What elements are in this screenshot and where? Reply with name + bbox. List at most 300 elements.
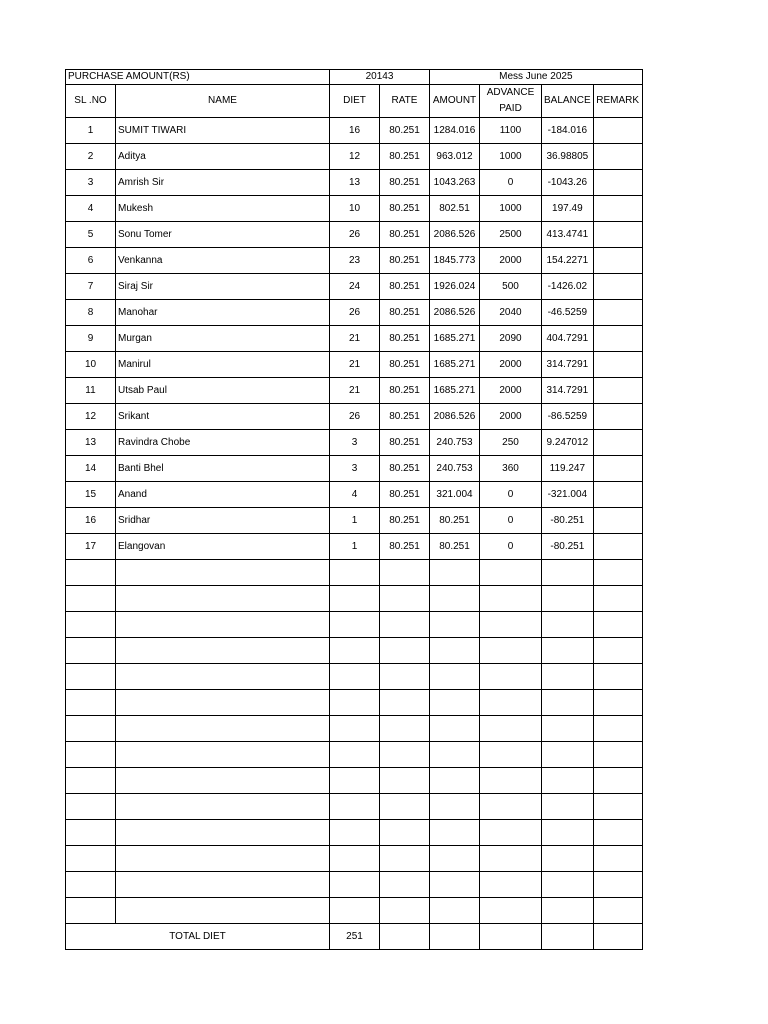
cell-name: Mukesh: [116, 196, 330, 222]
column-header-diet: DIET: [330, 85, 380, 118]
cell-amount: 1685.271: [430, 326, 480, 352]
cell-amount: 2086.526: [430, 222, 480, 248]
cell-amount: 963.012: [430, 144, 480, 170]
cell-rate: 80.251: [380, 248, 430, 274]
cell-amount: 1845.773: [430, 248, 480, 274]
cell-rate: [380, 664, 430, 690]
cell-advance-paid: 0: [480, 482, 542, 508]
period-label: Mess June 2025: [430, 70, 643, 85]
table-row: [66, 716, 643, 742]
cell-advance-paid: 2000: [480, 378, 542, 404]
cell-rate: 80.251: [380, 534, 430, 560]
cell-remark: [593, 534, 642, 560]
cell-sl-no: 10: [66, 352, 116, 378]
cell-diet: [330, 690, 380, 716]
cell-advance-paid: 1100: [480, 118, 542, 144]
cell-advance-paid: [480, 794, 542, 820]
cell-sl-no: 3: [66, 170, 116, 196]
cell-balance: -1426.02: [542, 274, 594, 300]
cell-amount: [430, 638, 480, 664]
cell-sl-no: 14: [66, 456, 116, 482]
cell-name: [116, 690, 330, 716]
cell-name: [116, 820, 330, 846]
cell-rate: [380, 690, 430, 716]
cell-advance-paid: [480, 846, 542, 872]
cell-remark: [593, 274, 642, 300]
column-header-amount: AMOUNT: [430, 85, 480, 118]
cell-amount: 1043.263: [430, 170, 480, 196]
cell-name: [116, 742, 330, 768]
cell-balance: [542, 612, 594, 638]
cell-amount: 240.753: [430, 430, 480, 456]
cell-name: [116, 560, 330, 586]
cell-diet: 12: [330, 144, 380, 170]
cell-balance: 9.247012: [542, 430, 594, 456]
cell-balance: 314.7291: [542, 352, 594, 378]
column-header-balance: BALANCE: [542, 85, 594, 118]
cell-advance-paid: 1000: [480, 144, 542, 170]
cell-balance: [542, 664, 594, 690]
cell-balance: [542, 768, 594, 794]
cell-diet: [330, 638, 380, 664]
cell-diet: [330, 560, 380, 586]
column-header-name: NAME: [116, 85, 330, 118]
cell-sl-no: [66, 898, 116, 924]
cell-advance-paid: [480, 820, 542, 846]
cell-advance-paid: 1000: [480, 196, 542, 222]
table-row: [66, 768, 643, 794]
cell-remark: [593, 508, 642, 534]
cell-rate: 80.251: [380, 144, 430, 170]
cell-advance-paid: 2000: [480, 404, 542, 430]
cell-advance-paid: 0: [480, 508, 542, 534]
cell-rate: 80.251: [380, 378, 430, 404]
cell-sl-no: [66, 664, 116, 690]
cell-sl-no: 2: [66, 144, 116, 170]
cell-balance: [542, 586, 594, 612]
cell-sl-no: 6: [66, 248, 116, 274]
cell-amount: [430, 716, 480, 742]
cell-name: [116, 768, 330, 794]
cell-amount: [430, 872, 480, 898]
cell-balance: [542, 820, 594, 846]
cell-advance-paid: 0: [480, 170, 542, 196]
cell-name: [116, 586, 330, 612]
table-row: [66, 170, 643, 196]
table-row: [66, 456, 643, 482]
cell-sl-no: [66, 846, 116, 872]
cell-advance-paid: 2090: [480, 326, 542, 352]
cell-sl-no: 13: [66, 430, 116, 456]
cell-name: [116, 872, 330, 898]
cell-name: Murgan: [116, 326, 330, 352]
cell-remark: [593, 768, 642, 794]
table-row: [66, 196, 643, 222]
cell-remark: [593, 404, 642, 430]
cell-remark: [593, 482, 642, 508]
cell-balance: -80.251: [542, 534, 594, 560]
cell-diet: 23: [330, 248, 380, 274]
table-row: [66, 508, 643, 534]
cell-sl-no: [66, 820, 116, 846]
cell-remark: [593, 560, 642, 586]
cell-diet: 26: [330, 222, 380, 248]
cell-diet: [330, 742, 380, 768]
cell-rate: [380, 820, 430, 846]
cell-balance: [542, 638, 594, 664]
title-row: [66, 70, 643, 85]
cell-balance: [542, 872, 594, 898]
cell-amount: 240.753: [430, 456, 480, 482]
cell-diet: [330, 820, 380, 846]
cell-rate: 80.251: [380, 170, 430, 196]
cell-amount: 1685.271: [430, 378, 480, 404]
cell-advance-paid: [480, 690, 542, 716]
cell-remark: [593, 300, 642, 326]
cell-balance: -86.5259: [542, 404, 594, 430]
cell-sl-no: [66, 768, 116, 794]
cell-rate: 80.251: [380, 352, 430, 378]
cell-rate: 80.251: [380, 118, 430, 144]
cell-rate: [380, 716, 430, 742]
cell-rate: [380, 898, 430, 924]
cell-amount: [430, 586, 480, 612]
table-row: [66, 274, 643, 300]
cell-balance: 404.7291: [542, 326, 594, 352]
total-empty-cell: [480, 924, 542, 950]
cell-remark: [593, 742, 642, 768]
cell-advance-paid: 360: [480, 456, 542, 482]
cell-remark: [593, 170, 642, 196]
cell-diet: 1: [330, 534, 380, 560]
cell-remark: [593, 638, 642, 664]
cell-sl-no: 9: [66, 326, 116, 352]
cell-diet: [330, 586, 380, 612]
cell-rate: [380, 872, 430, 898]
cell-amount: 80.251: [430, 534, 480, 560]
table-row: [66, 898, 643, 924]
cell-amount: 321.004: [430, 482, 480, 508]
cell-balance: [542, 898, 594, 924]
cell-balance: 36.98805: [542, 144, 594, 170]
cell-diet: [330, 716, 380, 742]
table-row: [66, 820, 643, 846]
cell-amount: 1685.271: [430, 352, 480, 378]
cell-remark: [593, 794, 642, 820]
cell-sl-no: [66, 586, 116, 612]
cell-rate: 80.251: [380, 508, 430, 534]
cell-advance-paid: [480, 638, 542, 664]
cell-diet: [330, 768, 380, 794]
cell-amount: [430, 560, 480, 586]
cell-remark: [593, 144, 642, 170]
cell-remark: [593, 248, 642, 274]
cell-advance-paid: 250: [480, 430, 542, 456]
column-header-advance-paid: ADVANCE PAID: [480, 85, 542, 118]
cell-remark: [593, 872, 642, 898]
cell-rate: 80.251: [380, 326, 430, 352]
cell-amount: [430, 898, 480, 924]
cell-name: Sonu Tomer: [116, 222, 330, 248]
table-row: [66, 664, 643, 690]
table-row: [66, 430, 643, 456]
cell-name: Siraj Sir: [116, 274, 330, 300]
cell-advance-paid: 500: [480, 274, 542, 300]
cell-sl-no: 7: [66, 274, 116, 300]
cell-remark: [593, 222, 642, 248]
cell-name: [116, 638, 330, 664]
cell-advance-paid: [480, 612, 542, 638]
cell-rate: 80.251: [380, 274, 430, 300]
total-diet-label: TOTAL DIET: [66, 924, 330, 950]
cell-remark: [593, 820, 642, 846]
cell-diet: 16: [330, 118, 380, 144]
cell-amount: [430, 846, 480, 872]
cell-amount: [430, 690, 480, 716]
cell-rate: [380, 612, 430, 638]
cell-balance: -1043.26: [542, 170, 594, 196]
table-row: [66, 794, 643, 820]
cell-balance: [542, 794, 594, 820]
total-empty-cell: [430, 924, 480, 950]
cell-advance-paid: [480, 742, 542, 768]
cell-remark: [593, 456, 642, 482]
table-row: [66, 482, 643, 508]
cell-sl-no: 15: [66, 482, 116, 508]
table-row: [66, 118, 643, 144]
total-empty-cell: [380, 924, 430, 950]
cell-balance: 154.2271: [542, 248, 594, 274]
cell-advance-paid: 2040: [480, 300, 542, 326]
cell-amount: [430, 612, 480, 638]
mess-purchase-sheet: [65, 69, 643, 950]
cell-name: Anand: [116, 482, 330, 508]
cell-rate: [380, 638, 430, 664]
cell-balance: -321.004: [542, 482, 594, 508]
cell-remark: [593, 716, 642, 742]
table-row: [66, 586, 643, 612]
cell-name: Utsab Paul: [116, 378, 330, 404]
cell-remark: [593, 898, 642, 924]
cell-name: Venkanna: [116, 248, 330, 274]
table-row: [66, 690, 643, 716]
cell-advance-paid: 0: [480, 534, 542, 560]
total-empty-cell: [593, 924, 642, 950]
cell-rate: [380, 560, 430, 586]
cell-advance-paid: [480, 872, 542, 898]
cell-balance: 197.49: [542, 196, 594, 222]
cell-balance: 314.7291: [542, 378, 594, 404]
cell-name: [116, 716, 330, 742]
cell-sl-no: 4: [66, 196, 116, 222]
table-row: [66, 612, 643, 638]
cell-rate: [380, 768, 430, 794]
cell-advance-paid: [480, 586, 542, 612]
cell-remark: [593, 378, 642, 404]
purchase-amount-value: 20143: [330, 70, 430, 85]
cell-amount: [430, 664, 480, 690]
cell-sl-no: 17: [66, 534, 116, 560]
cell-amount: 1284.016: [430, 118, 480, 144]
cell-diet: 26: [330, 300, 380, 326]
cell-diet: [330, 612, 380, 638]
cell-advance-paid: [480, 768, 542, 794]
cell-amount: 802.51: [430, 196, 480, 222]
cell-remark: [593, 326, 642, 352]
table-row: [66, 742, 643, 768]
cell-remark: [593, 118, 642, 144]
table-row: [66, 352, 643, 378]
cell-remark: [593, 690, 642, 716]
cell-name: Srikant: [116, 404, 330, 430]
cell-balance: -80.251: [542, 508, 594, 534]
cell-sl-no: [66, 742, 116, 768]
cell-name: Manohar: [116, 300, 330, 326]
cell-balance: -184.016: [542, 118, 594, 144]
cell-rate: [380, 846, 430, 872]
cell-diet: 1: [330, 508, 380, 534]
cell-remark: [593, 196, 642, 222]
cell-diet: 10: [330, 196, 380, 222]
column-header-remark: REMARK: [593, 85, 642, 118]
table-row: [66, 144, 643, 170]
cell-remark: [593, 846, 642, 872]
table-row: [66, 326, 643, 352]
cell-remark: [593, 586, 642, 612]
cell-diet: 24: [330, 274, 380, 300]
cell-name: [116, 664, 330, 690]
cell-rate: 80.251: [380, 222, 430, 248]
cell-sl-no: [66, 690, 116, 716]
cell-rate: [380, 742, 430, 768]
cell-rate: 80.251: [380, 404, 430, 430]
cell-advance-paid: [480, 664, 542, 690]
cell-sl-no: 11: [66, 378, 116, 404]
table-row: [66, 638, 643, 664]
cell-diet: [330, 846, 380, 872]
total-empty-cell: [542, 924, 594, 950]
cell-name: Manirul: [116, 352, 330, 378]
table-row: [66, 534, 643, 560]
cell-diet: 13: [330, 170, 380, 196]
cell-advance-paid: 2500: [480, 222, 542, 248]
cell-amount: 2086.526: [430, 404, 480, 430]
cell-sl-no: [66, 716, 116, 742]
cell-sl-no: 5: [66, 222, 116, 248]
cell-diet: 21: [330, 378, 380, 404]
cell-balance: 119.247: [542, 456, 594, 482]
cell-balance: [542, 690, 594, 716]
cell-sl-no: [66, 560, 116, 586]
cell-rate: 80.251: [380, 196, 430, 222]
cell-amount: [430, 742, 480, 768]
cell-amount: [430, 794, 480, 820]
cell-amount: [430, 820, 480, 846]
table-row: [66, 404, 643, 430]
cell-amount: [430, 768, 480, 794]
cell-advance-paid: 2000: [480, 248, 542, 274]
cell-balance: [542, 716, 594, 742]
cell-sl-no: [66, 872, 116, 898]
cell-rate: 80.251: [380, 482, 430, 508]
cell-amount: 2086.526: [430, 300, 480, 326]
table-row: [66, 222, 643, 248]
table-row: [66, 846, 643, 872]
cell-name: SUMIT TIWARI: [116, 118, 330, 144]
cell-diet: [330, 664, 380, 690]
cell-name: Ravindra Chobe: [116, 430, 330, 456]
cell-name: Banti Bhel: [116, 456, 330, 482]
cell-diet: 3: [330, 430, 380, 456]
cell-rate: [380, 794, 430, 820]
cell-advance-paid: [480, 898, 542, 924]
cell-amount: 1926.024: [430, 274, 480, 300]
table-row: [66, 872, 643, 898]
total-row: [66, 924, 643, 950]
table-row: [66, 560, 643, 586]
cell-rate: 80.251: [380, 430, 430, 456]
cell-diet: 3: [330, 456, 380, 482]
cell-name: Aditya: [116, 144, 330, 170]
cell-sl-no: [66, 638, 116, 664]
cell-balance: [542, 846, 594, 872]
cell-remark: [593, 352, 642, 378]
cell-balance: -46.5259: [542, 300, 594, 326]
cell-diet: [330, 898, 380, 924]
table-row: [66, 300, 643, 326]
cell-diet: 4: [330, 482, 380, 508]
cell-name: [116, 794, 330, 820]
cell-rate: [380, 586, 430, 612]
table-row: [66, 378, 643, 404]
cell-sl-no: 8: [66, 300, 116, 326]
cell-balance: [542, 560, 594, 586]
cell-name: [116, 846, 330, 872]
cell-remark: [593, 430, 642, 456]
cell-sl-no: 12: [66, 404, 116, 430]
cell-name: Amrish Sir: [116, 170, 330, 196]
cell-diet: 21: [330, 326, 380, 352]
total-diet-value: 251: [330, 924, 380, 950]
cell-diet: [330, 794, 380, 820]
purchase-amount-label: PURCHASE AMOUNT(RS): [66, 70, 330, 85]
cell-name: [116, 612, 330, 638]
cell-diet: [330, 872, 380, 898]
cell-diet: 26: [330, 404, 380, 430]
cell-balance: [542, 742, 594, 768]
cell-sl-no: [66, 794, 116, 820]
cell-rate: 80.251: [380, 456, 430, 482]
cell-sl-no: 1: [66, 118, 116, 144]
column-header-sl-no: SL .NO: [66, 85, 116, 118]
cell-advance-paid: [480, 560, 542, 586]
cell-diet: 21: [330, 352, 380, 378]
cell-name: Elangovan: [116, 534, 330, 560]
cell-rate: 80.251: [380, 300, 430, 326]
cell-sl-no: 16: [66, 508, 116, 534]
cell-name: [116, 898, 330, 924]
cell-advance-paid: [480, 716, 542, 742]
cell-sl-no: [66, 612, 116, 638]
cell-amount: 80.251: [430, 508, 480, 534]
table-row: [66, 248, 643, 274]
cell-advance-paid: 2000: [480, 352, 542, 378]
cell-remark: [593, 664, 642, 690]
cell-balance: 413.4741: [542, 222, 594, 248]
header-row: [66, 85, 643, 118]
cell-remark: [593, 612, 642, 638]
column-header-rate: RATE: [380, 85, 430, 118]
